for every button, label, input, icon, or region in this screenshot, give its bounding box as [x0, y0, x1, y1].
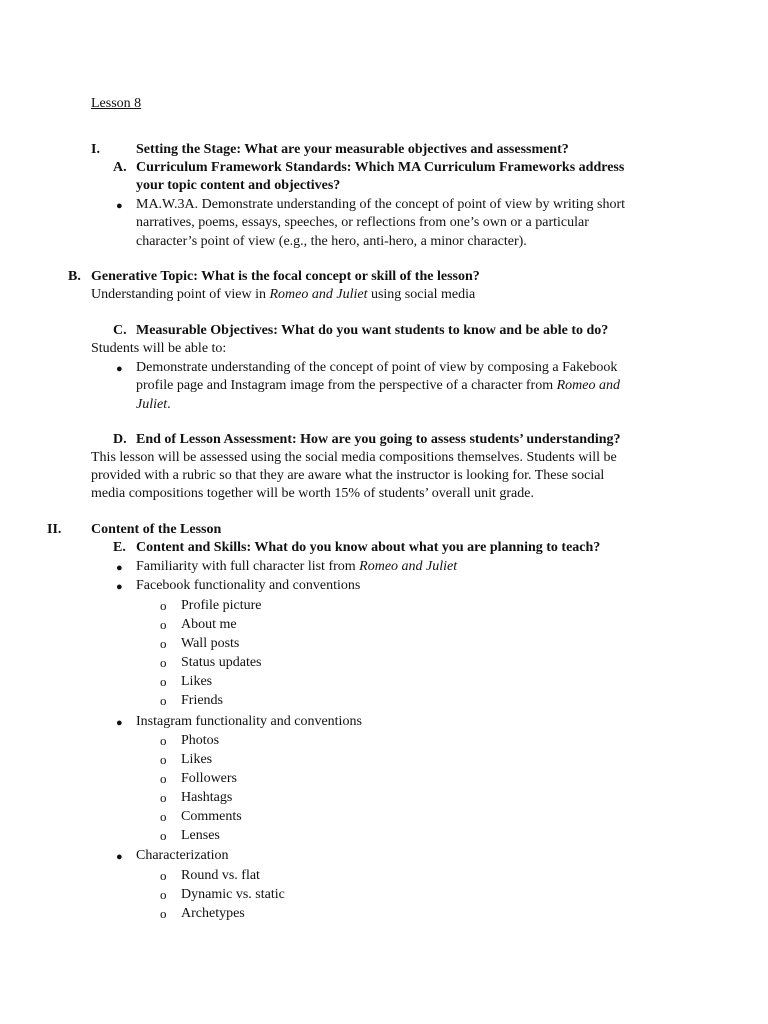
- assessment-line2: provided with a rubric so that they are aware what the instructor is looking for. These social: [91, 468, 605, 483]
- subsection-d-letter: D.: [113, 432, 127, 447]
- sub-bullet-marker: o: [160, 887, 167, 902]
- subsection-c-letter: C.: [113, 323, 127, 338]
- instagram-item: Hashtags: [181, 790, 233, 805]
- characterization-item: Dynamic vs. static: [181, 887, 285, 902]
- objectives-intro: Students will be able to:: [91, 341, 227, 356]
- section-2-heading: Content of the Lesson: [91, 522, 222, 537]
- bullet-marker: ●: [116, 562, 123, 574]
- subsection-b-heading: Generative Topic: What is the focal concept or skill of the lesson?: [91, 269, 480, 284]
- bullet-marker: ●: [116, 717, 123, 729]
- instagram-item: Followers: [181, 771, 237, 786]
- bullet-marker: ●: [116, 363, 123, 375]
- section-2-numeral: II.: [47, 522, 62, 537]
- sub-bullet-marker: o: [160, 674, 167, 689]
- facebook-item: Likes: [181, 674, 213, 689]
- objective-line1: Demonstrate understanding of the concept of point of view by composing a Fakebook: [136, 360, 618, 375]
- sub-bullet-marker: o: [160, 617, 167, 632]
- objective-line3: Juliet.: [136, 397, 171, 412]
- characterization-item: Round vs. flat: [181, 868, 260, 883]
- sub-bullet-marker: o: [160, 790, 167, 805]
- instagram-item: Photos: [181, 733, 220, 748]
- subsection-c-heading: Measurable Objectives: What do you want students to know and be able to do?: [136, 323, 609, 338]
- facebook-item: Status updates: [181, 655, 262, 670]
- play-title: Romeo and Juliet: [269, 287, 368, 302]
- instagram-item: Likes: [181, 752, 213, 767]
- sub-bullet-marker: o: [160, 771, 167, 786]
- bullet-marker: ●: [116, 200, 123, 212]
- instagram-item: Lenses: [181, 828, 220, 843]
- generative-topic-text: Understanding point of view in Romeo and Juliet using social media: [91, 287, 476, 302]
- subsection-e-heading: Content and Skills: What do you know about what you are planning to teach?: [136, 540, 601, 555]
- section-1-numeral: I.: [91, 142, 100, 157]
- bullet-marker: ●: [116, 851, 123, 863]
- sub-bullet-marker: o: [160, 636, 167, 651]
- objective-line2: profile page and Instagram image from the perspective of a character from Romeo and: [136, 378, 620, 393]
- subsection-a-heading-line2: your topic content and objectives?: [136, 178, 341, 193]
- content-item-characters: Familiarity with full character list from Romeo and Juliet: [136, 559, 458, 574]
- sub-bullet-marker: o: [160, 733, 167, 748]
- sub-bullet-marker: o: [160, 693, 167, 708]
- subsection-d-heading: End of Lesson Assessment: How are you going to assess students’ understanding?: [136, 432, 621, 447]
- subsection-b-letter: B.: [68, 269, 81, 284]
- subsection-e-letter: E.: [113, 540, 126, 555]
- content-item-facebook: Facebook functionality and conventions: [136, 578, 361, 593]
- lesson-title: Lesson 8: [91, 96, 142, 111]
- facebook-item: Friends: [181, 693, 223, 708]
- standard-line2: narratives, poems, essays, speeches, or reflections from one’s own or a particular: [136, 215, 589, 230]
- standard-line3: character’s point of view (e.g., the hero, anti-hero, a minor character).: [136, 234, 527, 249]
- sub-bullet-marker: o: [160, 752, 167, 767]
- sub-bullet-marker: o: [160, 868, 167, 883]
- assessment-line3: media compositions together will be worth 15% of students’ overall unit grade.: [91, 486, 534, 501]
- sub-bullet-marker: o: [160, 828, 167, 843]
- sub-bullet-marker: o: [160, 809, 167, 824]
- characterization-item: Archetypes: [181, 906, 245, 921]
- content-item-instagram: Instagram functionality and conventions: [136, 714, 362, 729]
- content-item-characterization: Characterization: [136, 848, 229, 863]
- assessment-line1: This lesson will be assessed using the social media compositions themselves. Students will be: [91, 450, 617, 465]
- sub-bullet-marker: o: [160, 598, 167, 613]
- subsection-a-heading-line1: Curriculum Framework Standards: Which MA Curriculum Frameworks address: [136, 160, 625, 175]
- sub-bullet-marker: o: [160, 655, 167, 670]
- bullet-marker: ●: [116, 581, 123, 593]
- facebook-item: About me: [181, 617, 237, 632]
- sub-bullet-marker: o: [160, 906, 167, 921]
- instagram-item: Comments: [181, 809, 242, 824]
- facebook-item: Profile picture: [181, 598, 262, 613]
- standard-line1: MA.W.3A. Demonstrate understanding of the concept of point of view by writing short: [136, 197, 626, 212]
- section-1-heading: Setting the Stage: What are your measurable objectives and assessment?: [136, 142, 569, 157]
- subsection-a-letter: A.: [113, 160, 127, 175]
- facebook-item: Wall posts: [181, 636, 240, 651]
